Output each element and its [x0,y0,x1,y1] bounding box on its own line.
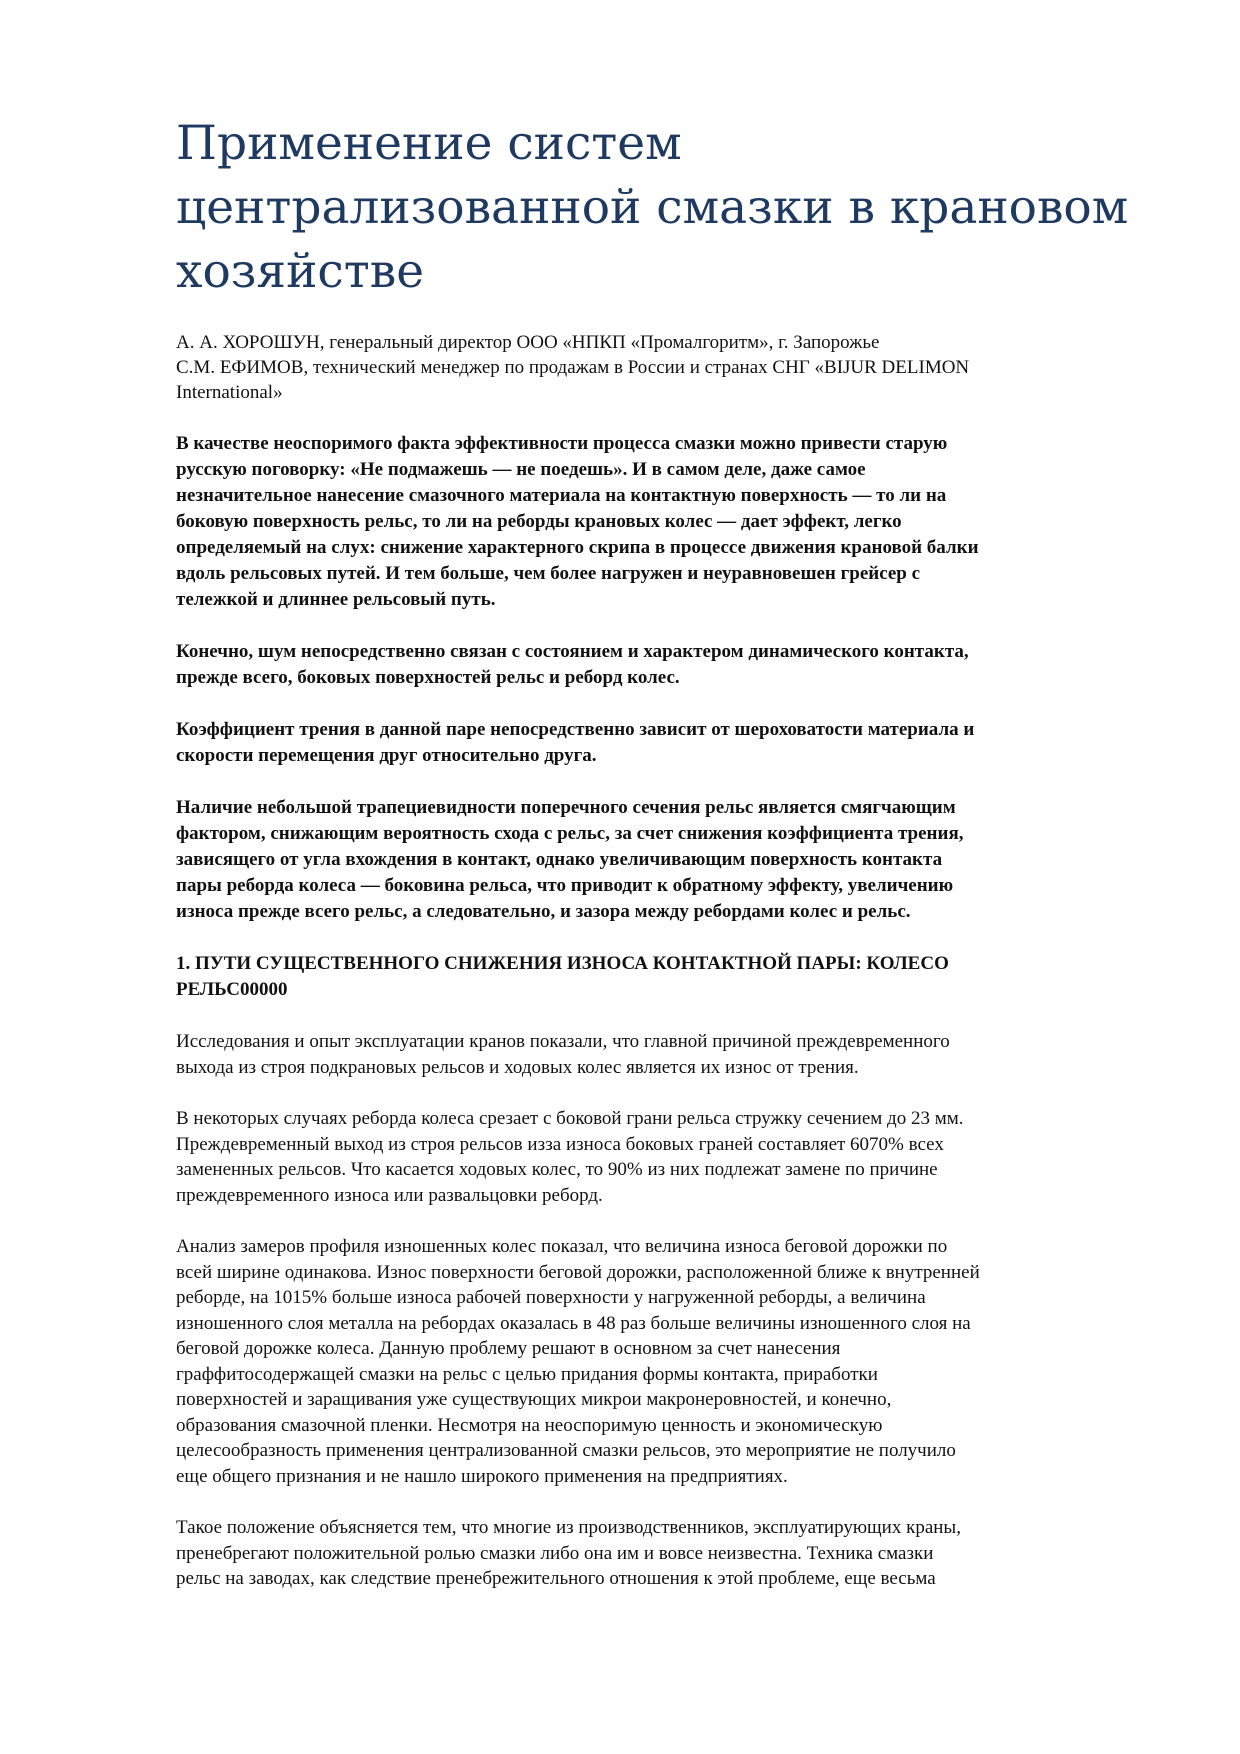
paragraph-line: преждевременного износа или развальцовки реборд. [176,1184,603,1206]
paragraph-line: рельс на заводах, как следствие пренебрежительного отношения к этой проблеме, еще весьма [176,1568,936,1589]
paragraph-line: изношенного слоя металла на ребордах оказалась в 48 раз больше величины изношенного слоя на [176,1312,971,1334]
body-paragraph [176,1029,1166,1080]
author-line: А. А. ХОРОШУН, генеральный директор ООО «НПКП «Промалгоритм», г. Запорожье [176,332,880,353]
paragraph-line: русскую поговорку: «Не подмажешь — не поедешь». И в самом деле, даже самое [176,459,866,480]
paragraph-line: зависящего от угла вхождения в контакт, однако увеличивающим поверхность контакта [176,849,943,870]
paragraph-line: Преждевременный выход из строя рельсов изза износа боковых граней составляет 6070% всех [176,1133,944,1155]
paragraph-line: граффитосодержащей смазки на рельс с целью придания формы контакта, приработки [176,1363,878,1385]
paragraph-line: Конечно, шум непосредственно связан с состоянием и характером динамического контакта, [176,641,969,662]
document-title [176,112,1166,304]
document-page [176,112,1166,1592]
paragraph-line: прежде всего, боковых поверхностей рельс и реборд колес. [176,667,680,688]
title-line: централизованной смазки в крановом [176,180,1129,235]
body-paragraph [176,1234,1166,1489]
paragraph-line: поверхностей и заращивания уже существующих микрои макронеровностей, и конечно, [176,1389,892,1410]
paragraph-line: определяемый на слух: снижение характерного скрипа в процессе движения крановой балки [176,537,979,558]
lead-paragraph [176,639,1166,691]
paragraph-line: В качестве неоспоримого факта эффективности процесса смазки можно привести старую [176,433,948,454]
paragraph-line: тележкой и длиннее рельсовый путь. [176,589,496,610]
paragraph-line: скорости перемещения друг относительно друга. [176,745,597,766]
paragraph-line: фактором, снижающим вероятность схода с рельс, за счет снижения коэффициента трения, [176,823,964,844]
title-line: Применение систем [176,116,682,171]
title-line: хозяйстве [176,244,425,299]
paragraph-line: реборде, на 1015% больше износа рабочей поверхности у нагруженной реборды, а величина [176,1287,926,1308]
author-line: International» [176,382,283,403]
paragraph-line: износа прежде всего рельс, а следовательно, и зазора между ребордами колес и рельс. [176,901,911,922]
lead-paragraph [176,717,1166,769]
paragraph-line: вдоль рельсовых путей. И тем больше, чем более нагружен и неуравновешен грейсер с [176,563,921,584]
paragraph-line: еще общего признания и не нашло широкого применения на предприятиях. [176,1465,788,1487]
paragraph-line: Наличие небольшой трапециевидности поперечного сечения рельс является смягчающим [176,797,956,818]
paragraph-line: Исследования и опыт эксплуатации кранов показали, что главной причиной преждевременного [176,1031,950,1052]
paragraph-line: всей ширине одинакова. Износ поверхности беговой дорожки, расположенной ближе к внутренней [176,1261,980,1283]
paragraph-line: беговой дорожке колеса. Данную проблему решают в основном за счет нанесения [176,1338,841,1359]
heading-line: 1. ПУТИ СУЩЕСТВЕННОГО СНИЖЕНИЯ ИЗНОСА КОНТАКТНОЙ ПАРЫ: КОЛЕСО [176,953,949,974]
lead-paragraph [176,795,1166,925]
paragraph-line: Такое положение объясняется тем, что многие из производственников, эксплуатирующих краны, [176,1517,961,1538]
paragraph-line: целесообразность применения централизованной смазки рельсов, это мероприятие не получило [176,1440,956,1461]
paragraph-line: образования смазочной пленки. Несмотря на неоспоримую ценность и экономическую [176,1414,883,1436]
lead-paragraph [176,431,1166,613]
paragraph-line: пренебрегают положительной ролью смазки либо она им и вовсе неизвестна. Техника смазки [176,1542,934,1564]
author-line: С.М. ЕФИМОВ, технический менеджер по продажам в России и странах СНГ «BIJUR DELIMON [176,357,970,378]
section-heading [176,951,1166,1003]
paragraph-line: боковую поверхность рельс, то ли на реборды крановых колес — дает эффект, легко [176,511,902,532]
paragraph-line: Анализ замеров профиля изношенных колес показал, что величина износа беговой дорожки по [176,1236,948,1257]
paragraph-line: пары реборда колеса — боковина рельса, что приводит к обратному эффекту, увеличению [176,875,954,896]
body-paragraph [176,1106,1166,1208]
authors-block [176,330,1166,405]
heading-line: РЕЛЬС00000 [176,979,288,1000]
paragraph-line: выхода из строя подкрановых рельсов и ходовых колес является их износ от трения. [176,1056,859,1078]
paragraph-line: В некоторых случаях реборда колеса срезает с боковой грани рельса стружку сечением до 23 мм. [176,1108,964,1129]
paragraph-line: замененных рельсов. Что касается ходовых колес, то 90% из них подлежат замене по причине [176,1159,938,1180]
body-paragraph [176,1515,1166,1592]
paragraph-line: Коэффициент трения в данной паре непосредственно зависит от шероховатости материала и [176,719,975,740]
paragraph-line: незначительное нанесение смазочного материала на контактную поверхность — то ли на [176,485,947,506]
